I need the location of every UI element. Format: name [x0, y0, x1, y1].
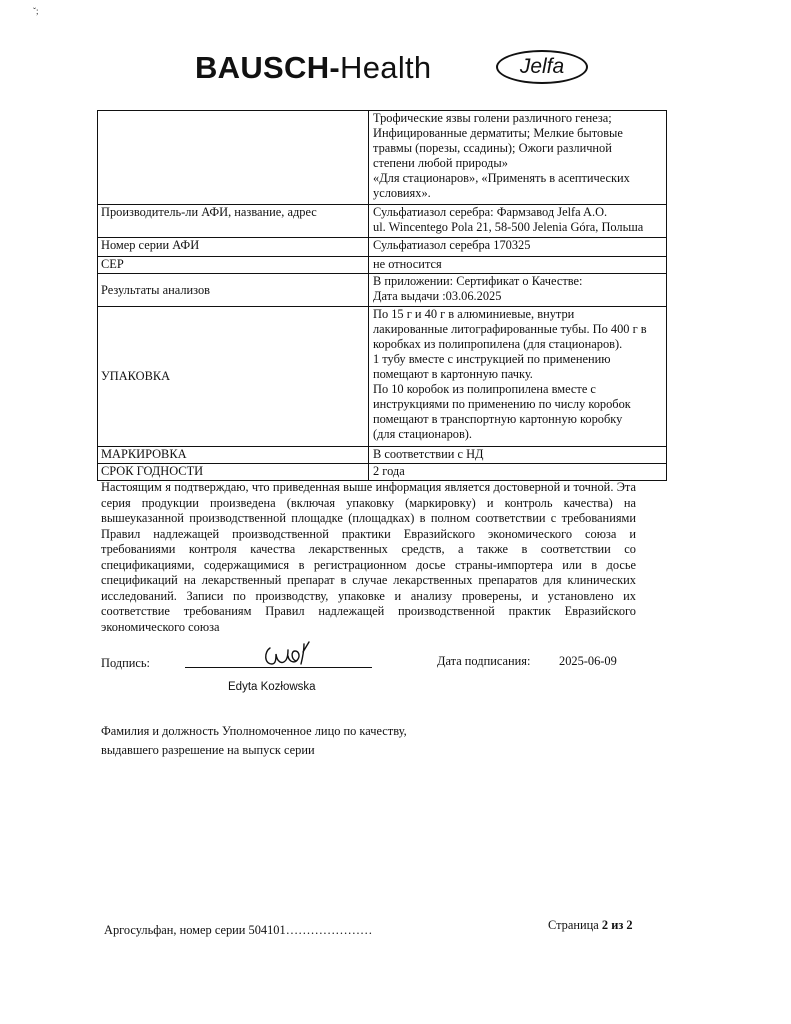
table-row — [98, 274, 667, 307]
jelfa-logo: Jelfa — [496, 50, 588, 84]
margin-mark: ˇ; — [33, 6, 39, 16]
table-row — [98, 111, 667, 205]
table-row — [98, 238, 667, 257]
bausch-health-logo — [195, 50, 431, 86]
signature-label: Подпись: — [101, 656, 150, 670]
signing-date-label: Дата подписания: — [437, 654, 531, 668]
page-total: 2 — [626, 918, 633, 932]
table-row — [98, 307, 667, 447]
bausch-logo-bold: BAUSCH — [195, 50, 330, 85]
table-row — [98, 447, 667, 464]
table-value: В соответствии с НД — [369, 447, 667, 464]
footer-batch-number: Аргосульфан, номер серии 504101………………… — [104, 923, 373, 937]
qualified-person-title-line2: выдавшего разрешение на выпуск серии — [101, 743, 315, 757]
table-label: Результаты анализов — [98, 274, 369, 307]
bausch-logo-health: Health — [340, 50, 432, 85]
table-value: не относится — [369, 257, 667, 274]
signatory-name: Edyta Kozłowska — [228, 681, 316, 693]
handwritten-signature — [262, 638, 322, 670]
page-current: 2 — [601, 918, 609, 932]
qualified-person-title-line1: Фамилия и должность Уполномоченное лицо по качеству, — [101, 724, 407, 738]
bausch-logo-dash: - — [329, 50, 341, 85]
table-label: СРОК ГОДНОСТИ — [98, 464, 369, 481]
table-value: Сульфатиазол серебра: Фармзавод Jelfa A.O. ul. Wincentego Pola 21, 58-500 Jelenia Góra, Польша — [369, 205, 667, 238]
table-label: МАРКИРОВКА — [98, 447, 369, 464]
table-row — [98, 464, 667, 481]
footer-page-number — [548, 918, 633, 933]
table-label: Производитель-ли АФИ, название, адрес — [98, 205, 369, 238]
declaration-statement: Настоящим я подтверждаю, что приведенная выше информация является достоверной и точной. Эта серия продукции произведена (включая упаковку (маркировку) и контроль качества) на вышеуказанной производственной площадке (площадках) в полном соответствии с требованиями Правил надлежащей производственной практики Евразийского экономического союза и требованиями контроля качества лекарственных средств, а также в соответствии со спецификациями, содержащимися в регистрационном досье страны-импортера или в досье спецификаций на лекарственный препарат в случае лекарственных препаратов для клинических исследований. Записи по производству, упаковке и анализу проверены, и установлено их соответствие требованиям Правил надлежащей производственной практик Евразийского экономического союза — [101, 480, 636, 634]
table-row — [98, 257, 667, 274]
table-label — [98, 111, 369, 205]
table-value: 2 года — [369, 464, 667, 481]
table-row — [98, 205, 667, 238]
table-value: Сульфатиазол серебра 170325 — [369, 238, 667, 257]
table-label: Номер серии АФИ — [98, 238, 369, 257]
page-prefix: Страница — [548, 918, 599, 932]
header-logos — [195, 50, 595, 90]
table-value: Трофические язвы голени различного генеза; Инфицированные дерматиты; Мелкие бытовые травмы (порезы, ссадины); Ожоги различной степени любой природы» «Для стационаров», «Применять в асептических условиях». — [369, 111, 667, 205]
signing-date-value: 2025-06-09 — [559, 654, 617, 668]
table-label: СЕР — [98, 257, 369, 274]
spec-table — [97, 110, 667, 481]
page-of: из — [611, 918, 624, 932]
table-label: УПАКОВКА — [98, 307, 369, 447]
table-value: В приложении: Сертификат о Качестве: Дата выдачи :03.06.2025 — [369, 274, 667, 307]
table-value: По 15 г и 40 г в алюминиевые, внутри лакированные литографированные тубы. По 400 г в коробках из полипропилена (для стационаров). 1 тубу вместе с инструкцией по применению помещают в картонную пачку. По 10 коробок из полипропилена вместе с инструкциями по применению по числу коробок помещают в транспортную картонную коробку (для стационаров). — [369, 307, 667, 447]
